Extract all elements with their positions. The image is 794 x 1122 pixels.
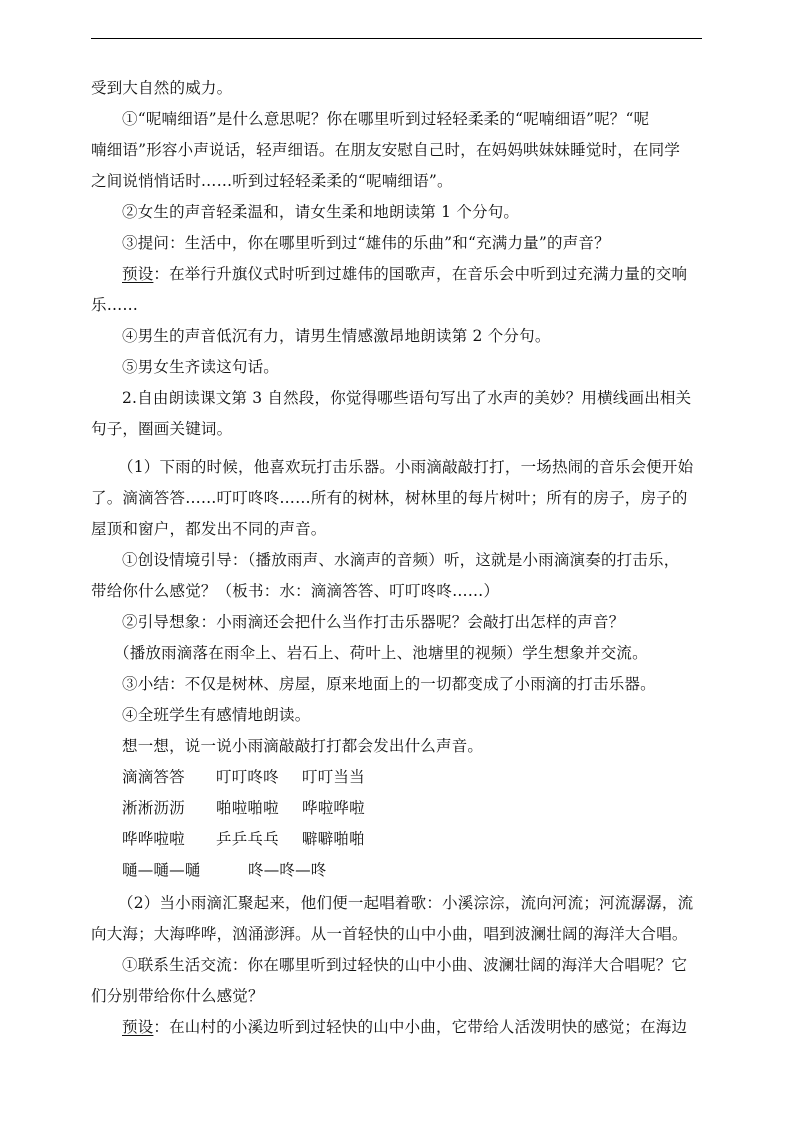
word-row [122,829,402,849]
text-line: 乐…… [91,296,139,314]
text-line: ①创设情境引导：（播放雨声、水滴声的音频）听，这就是小雨滴演奏的打击乐， [122,551,680,569]
preset-label: 预设 [122,1018,154,1036]
text-line: 句子，圈画关键词。 [91,420,233,438]
text-line: ②女生的声音轻柔温和，请女生柔和地朗读第 1 个分句。 [122,203,520,221]
word: 叮叮咚咚 [216,768,279,786]
text-line: （2）当小雨滴汇聚起来，他们便一起唱着歌：小溪淙淙，流向河流；河流潺潺，流 [118,894,694,912]
text-line: 向大海；大海哗哗，汹涌澎湃。从一首轻快的山中小曲，唱到波澜壮阔的海洋大合唱。 [91,925,688,943]
preset-text: ：在举行升旗仪式时听到过雄伟的国歌声，在音乐会中听到过充满力量的交响 [153,265,688,283]
word: 乒乒乓乓 [216,830,279,848]
word-row [122,798,402,818]
text-line: ③小结：不仅是树林、房屋，原来地面上的一切都变成了小雨滴的打击乐器。 [122,675,656,693]
text-line: ②引导想象：小雨滴还会把什么当作打击乐器呢？会敲打出怎样的声音？ [122,613,625,631]
text-line: 受到大自然的威力。 [91,79,233,97]
preset-text: ：在山村的小溪边听到过轻快的山中小曲，它带给人活泼明快的感觉；在海边 [153,1018,688,1036]
word: 滴滴答答 [122,768,185,786]
word: 噼噼啪啪 [302,830,365,848]
text-line: ④全班学生有感情地朗读。 [122,706,311,724]
text-line: ①联系生活交流：你在哪里听到过轻快的山中小曲、波澜壮阔的海洋大合唱呢？它 [122,956,688,974]
text-line: （播放雨滴落在雨伞上、岩石上、荷叶上、池塘里的视频）学生想象并交流。 [114,644,648,662]
text-line: 喃细语”形容小声说话，轻声细语。在朋友安慰自己时，在妈妈哄妹妹睡觉时，在同学 [91,141,681,159]
header-rule [91,38,702,39]
text-line: ④男生的声音低沉有力，请男生情感激昂地朗读第 2 个分句。 [122,327,551,345]
text-line: 屋顶和窗户，都发出不同的声音。 [91,520,327,538]
text-line-preset [122,264,687,284]
text-line: ①“呢喃细语”是什么意思呢？你在哪里听到过轻轻柔柔的“呢喃细语”呢？“呢 [122,110,650,128]
word: 哗啦哗啦 [302,799,365,817]
text-line: （1）下雨的时候，他喜欢玩打击乐器。小雨滴敲敲打打，一场热闹的音乐会便开始 [118,458,694,476]
text-line: 想一想，说一说小雨滴敲敲打打都会发出什么声音。 [122,737,484,755]
text-line-preset [122,1017,687,1037]
text-line: 了。滴滴答答……叮叮咚咚……所有的树林，树林里的每片树叶；所有的房子，房子的 [91,489,688,507]
word: 啪啦啪啦 [216,799,279,817]
word: 淅淅沥沥 [122,799,185,817]
preset-label: 预设 [122,265,154,283]
text-line: 之间说悄悄话时……听到过轻轻柔柔的“呢喃细语”。 [91,172,453,190]
word: 叮叮当当 [302,768,365,786]
text-line: ③提问：生活中，你在哪里听到过“雄伟的乐曲”和“充满力量”的声音？ [122,234,610,252]
text-line: 们分别带给你什么感觉？ [91,987,264,1005]
text-line: ⑤男女生齐读这句话。 [122,358,280,376]
word: 嗵—嗵—嗵 [122,861,201,879]
word-row [122,860,348,880]
text-line: 带给你什么感觉？（板书：水：滴滴答答、叮叮咚咚……） [91,582,500,600]
text-line: 2.自由朗读课文第 3 自然段，你觉得哪些语句写出了水声的美妙？用横线画出相关 [122,389,692,407]
word: 哗哗啦啦 [122,830,185,848]
word: 咚—咚—咚 [248,861,327,879]
word-row [122,767,402,787]
